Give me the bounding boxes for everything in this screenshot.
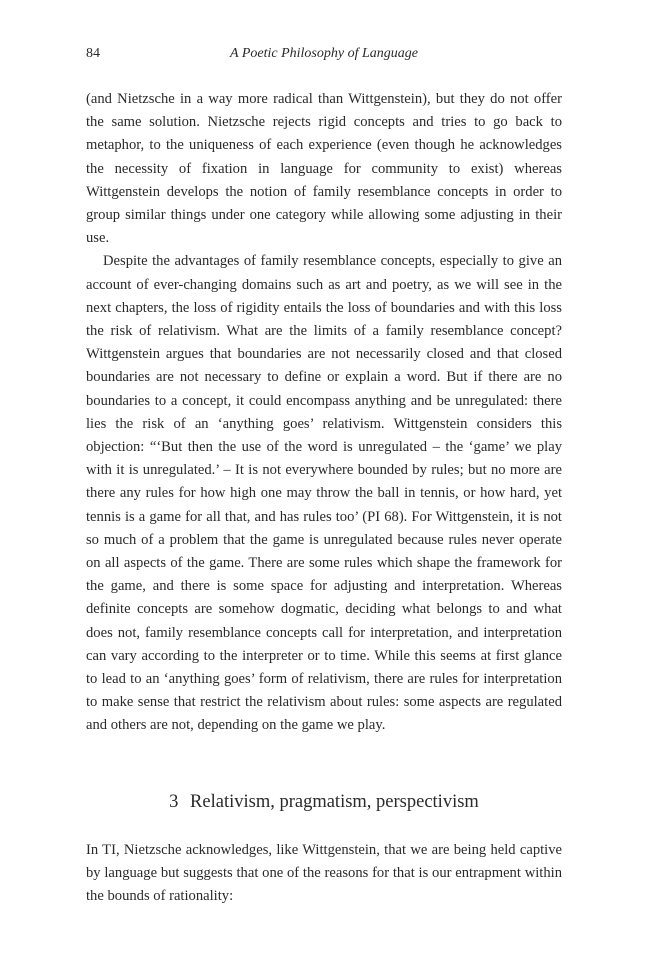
section-heading: [86, 789, 562, 815]
body-text: [86, 88, 562, 738]
running-header: [86, 46, 562, 66]
section-title: Relativism, pragmatism, perspectivism: [190, 792, 479, 812]
running-title: A Poetic Philosophy of Language: [230, 46, 418, 61]
section-number: 3: [169, 792, 179, 812]
paragraph-section-opening: In TI, Nietzsche acknowledges, like Wittgenstein, that we are being held captive by language but suggests that one of the reasons for that is our entrapment within the bounds of rationality:: [86, 842, 562, 905]
paragraph-continued: (and Nietzsche in a way more radical than Wittgenstein), but they do not offer the same solution. Nietzsche rejects rigid concepts and tries to go back to metaphor, to the uniqueness of each experience (even though he acknowledges the necessity of fixation in language for community to exist) whereas Wittgenstein develops the notion of family resemblance concepts in order to group similar things under one category while allowing some adjusting in their use.: [86, 91, 562, 247]
page-number: 84: [86, 46, 100, 61]
section-body: [86, 839, 562, 909]
paragraph-relativism: Despite the advantages of family resemblance concepts, especially to give an account of ever-changing domains such as art and poetry, as we will see in the next chapters, the loss of rigidity entails the loss of boundaries and with this loss the risk of relativism. What are the limits of a family resemblance concept? Wittgenstein argues that boundaries are not necessarily closed and that closed boundaries are not necessary to define or explain a word. But if there are no boundaries to a concept, it could encompass anything and be unregulated: there lies the risk of an ‘anything goes’ relativism. Wittgenstein considers this objection: “‘But then the use of the word is unregulated – the ‘game’ we play with it is unregulated.’ – It is not everywhere bounded by rules; but no more are there any rules for how high one may throw the ball in tennis, or how hard, yet tennis is a game for all that, and has rules too’ (PI 68). For Wittgenstein, it is not so much of a problem that the game is unregulated because rules never operate on all aspects of the game. There are some rules which shape the framework for the game, and there is some space for adjusting and interpretation. Whereas definite concepts are somehow dogmatic, deciding what belongs to and what does not, family resemblance concepts call for interpretation, and interpretation can vary according to the interpreter or to time. While this seems at first glance to lead to an ‘anything goes’ form of relativism, there are rules for interpretation to make sense that restrict the relativism about rules: some aspects are regulated and others are not, depending on the game we play.: [86, 253, 562, 734]
